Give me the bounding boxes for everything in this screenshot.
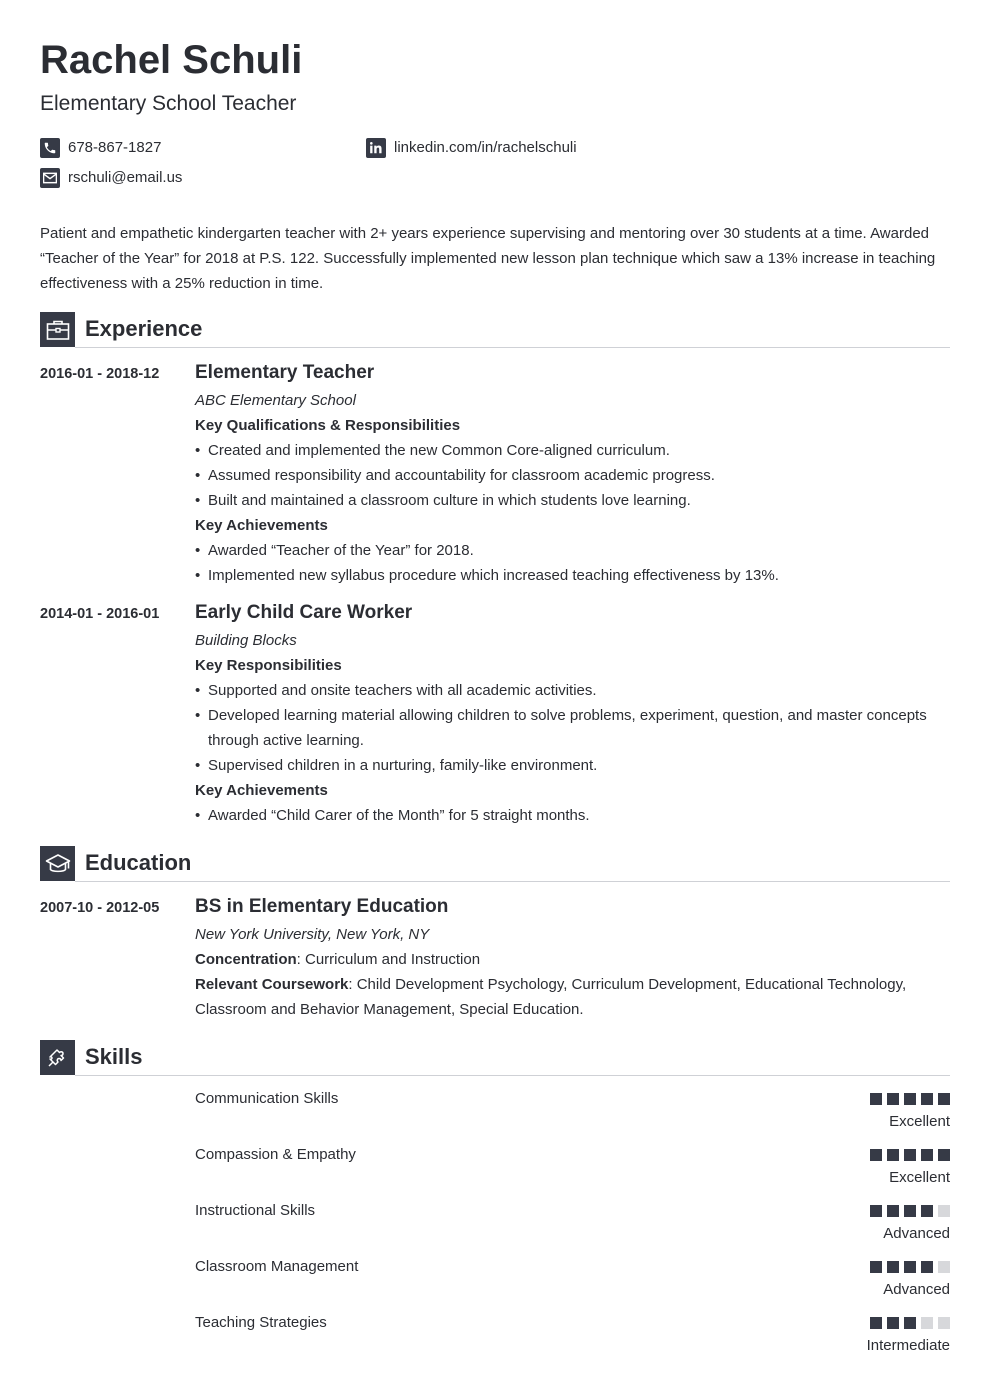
job-1-responsibilities-heading: Key Qualifications & Responsibilities [195, 417, 461, 434]
contact-linkedin[interactable] [366, 138, 577, 158]
skills-section-icon [40, 1040, 75, 1075]
rating-square-filled [887, 1093, 899, 1105]
skills-divider [75, 1075, 950, 1076]
job-1-company: ABC Elementary School [195, 392, 356, 409]
concentration-label: Concentration [195, 951, 297, 968]
job-2-responsibilities-heading: Key Responsibilities [195, 657, 342, 674]
skill-5-name: Teaching Strategies [195, 1314, 327, 1331]
linkedin-icon [366, 138, 386, 158]
job-2 [195, 599, 950, 828]
skill-1-level: Excellent [889, 1113, 950, 1130]
graduation-cap-icon [45, 853, 71, 875]
list-item: • Developed learning material allowing children to solve problems, experiment, question, and master concepts through active learning. [195, 703, 950, 753]
contact-phone [40, 138, 161, 158]
list-item: • Awarded “Teacher of the Year” for 2018. [195, 538, 950, 563]
job-2-achievements-list [195, 803, 950, 828]
coursework-line [195, 972, 950, 1022]
contact-email[interactable] [40, 168, 182, 188]
skill-4-name: Classroom Management [195, 1258, 359, 1275]
email-icon [40, 168, 60, 188]
list-item: • Built and maintained a classroom culture in which students love learning. [195, 488, 950, 513]
puzzle-icon [46, 1046, 70, 1070]
rating-square-filled [887, 1261, 899, 1273]
list-item: • Implemented new syllabus procedure which increased teaching effectiveness by 13%. [195, 563, 950, 588]
skills-heading: Skills [85, 1044, 143, 1069]
rating-square-filled [938, 1093, 950, 1105]
rating-square-filled [870, 1093, 882, 1105]
job-1-achievements-heading: Key Achievements [195, 517, 328, 534]
phone-text: 678-867-1827 [68, 139, 162, 156]
job-2-role: Early Child Care Worker [195, 602, 413, 623]
rating-square-filled [904, 1205, 916, 1217]
job-2-achievements-heading: Key Achievements [195, 782, 328, 799]
education-heading: Education [85, 850, 192, 875]
rating-square-filled [904, 1093, 916, 1105]
rating-square-filled [921, 1205, 933, 1217]
rating-square-filled [938, 1149, 950, 1161]
skill-2-name: Compassion & Empathy [195, 1146, 356, 1163]
rating-square-filled [921, 1149, 933, 1161]
experience-divider [75, 347, 950, 348]
list-item: • Supervised children in a nurturing, family-like environment. [195, 753, 950, 778]
coursework-label: Relevant Coursework [195, 976, 349, 993]
coursework-value: : Child Development Psychology, Curriculum Development, Educational Technology, Classroom and Behavior Management, Special Education. [195, 976, 907, 1018]
job-2-dates: 2014-01 - 2016-01 [40, 606, 160, 622]
education-entry [195, 893, 950, 1022]
skill-4-rating [870, 1261, 950, 1273]
rating-square-empty [921, 1317, 933, 1329]
experience-section-icon [40, 312, 75, 347]
profile-summary: Patient and empathetic kindergarten teacher with 2+ years experience supervising and mentoring over 30 students at a time. Awarded “Teacher of the Year” for 2018 at P.S. 122. Successfully implemented new lesson plan technique which saw a 13% increase in teaching effectiveness with a 25% reduction in time. [40, 225, 936, 292]
rating-square-filled [870, 1149, 882, 1161]
skill-5-level: Intermediate [866, 1337, 950, 1354]
list-item: • Supported and onsite teachers with all academic activities. [195, 678, 950, 703]
skill-1-rating [870, 1093, 950, 1105]
list-item: • Created and implemented the new Common Core-aligned curriculum. [195, 438, 950, 463]
concentration-value: : Curriculum and Instruction [296, 951, 481, 968]
job-2-responsibilities-list [195, 678, 950, 778]
rating-square-filled [904, 1149, 916, 1161]
job-title: Elementary School Teacher [40, 92, 297, 115]
rating-square-filled [870, 1205, 882, 1217]
rating-square-filled [887, 1317, 899, 1329]
email-text[interactable]: rschuli@email.us [68, 169, 183, 186]
school-name: New York University, New York, NY [195, 926, 430, 943]
phone-icon [40, 138, 60, 158]
concentration-line [195, 947, 950, 972]
skill-2-rating [870, 1149, 950, 1161]
skill-3-rating [870, 1205, 950, 1217]
skill-1-name: Communication Skills [195, 1090, 339, 1107]
skill-3-level: Advanced [883, 1225, 950, 1242]
job-1-achievements-list [195, 538, 950, 588]
rating-square-empty [938, 1317, 950, 1329]
rating-square-empty [938, 1205, 950, 1217]
rating-square-filled [921, 1261, 933, 1273]
experience-heading: Experience [85, 316, 203, 341]
rating-square-filled [887, 1205, 899, 1217]
job-1-dates: 2016-01 - 2018-12 [40, 366, 160, 382]
skill-4-level: Advanced [883, 1281, 950, 1298]
education-dates: 2007-10 - 2012-05 [40, 900, 160, 916]
degree-title: BS in Elementary Education [195, 896, 449, 917]
candidate-name: Rachel Schuli [40, 38, 303, 82]
rating-square-filled [921, 1093, 933, 1105]
briefcase-icon [46, 319, 70, 341]
list-item: • Assumed responsibility and accountability for classroom academic progress. [195, 463, 950, 488]
rating-square-filled [887, 1149, 899, 1161]
rating-square-filled [870, 1317, 882, 1329]
job-2-company: Building Blocks [195, 632, 297, 649]
skill-2-level: Excellent [889, 1169, 950, 1186]
rating-square-filled [870, 1261, 882, 1273]
skill-5-rating [870, 1317, 950, 1329]
skill-3-name: Instructional Skills [195, 1202, 316, 1219]
rating-square-filled [904, 1317, 916, 1329]
list-item: • Awarded “Child Carer of the Month” for 5 straight months. [195, 803, 950, 828]
rating-square-filled [904, 1261, 916, 1273]
linkedin-text[interactable]: linkedin.com/in/rachelschuli [394, 139, 577, 156]
rating-square-empty [938, 1261, 950, 1273]
job-1-responsibilities-list [195, 438, 950, 513]
job-1-role: Elementary Teacher [195, 362, 375, 383]
education-divider [75, 881, 950, 882]
job-1 [195, 359, 950, 588]
education-section-icon [40, 846, 75, 881]
